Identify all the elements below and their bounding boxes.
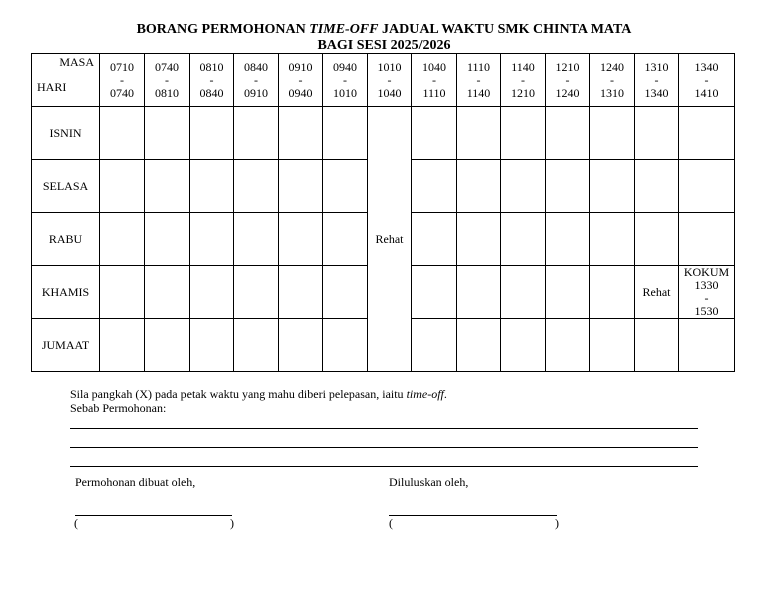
applicant-open-paren: ( [74,516,78,530]
timetable-grid [31,53,735,372]
slot-cell[interactable] [190,319,234,372]
time-slot-header: 0740 - 0810 [145,54,190,107]
slot-cell[interactable] [279,266,323,319]
slot-cell[interactable] [457,319,501,372]
slot-cell[interactable] [546,319,590,372]
slot-cell[interactable] [145,213,190,266]
day-label: KHAMIS [32,266,100,319]
slot-cell[interactable] [234,319,279,372]
slot-cell[interactable] [412,107,457,160]
slot-cell[interactable] [679,319,735,372]
time-slot-header: 1340 - 1410 [679,54,735,107]
day-label: ISNIN [32,107,100,160]
time-slot-header: 1110 - 1140 [457,54,501,107]
time-slot-header: 0840 - 0910 [234,54,279,107]
slot-cell[interactable] [635,213,679,266]
time-slot-header: 1240 - 1310 [590,54,635,107]
approver-close-paren: ) [555,516,559,530]
slot-cell[interactable] [190,213,234,266]
approver-label: Diluluskan oleh, [389,475,469,489]
slot-cell[interactable] [100,213,145,266]
slot-cell[interactable] [412,266,457,319]
slot-cell[interactable] [501,266,546,319]
slot-cell[interactable] [279,213,323,266]
kokum-cell: KOKUM 1330 - 1530 [679,266,735,319]
time-slot-header: 0810 - 0840 [190,54,234,107]
corner-cell [32,54,100,107]
slot-cell[interactable] [323,107,368,160]
applicant-signature-line[interactable] [75,515,232,516]
form-title-line1: BORANG PERMOHONAN TIME-OFF JADUAL WAKTU SMK CHINTA MATA [136,22,632,37]
reason-line-3[interactable] [70,466,698,467]
slot-cell[interactable] [679,213,735,266]
rehat-cell: Rehat [368,107,412,372]
form-title-line2: BAGI SESI 2025/2026 [317,38,451,53]
time-slot-header: 1010 - 1040 [368,54,412,107]
slot-cell[interactable] [100,107,145,160]
slot-cell[interactable] [546,213,590,266]
kokum-label: KOKUM [683,265,730,279]
day-label: SELASA [32,160,100,213]
slot-cell[interactable] [457,107,501,160]
slot-cell[interactable] [590,160,635,213]
approver-signature-line[interactable] [389,515,557,516]
slot-cell[interactable] [457,266,501,319]
slot-cell[interactable] [457,160,501,213]
slot-cell[interactable] [145,319,190,372]
slot-cell[interactable] [590,107,635,160]
hari-label: HARI [37,80,67,94]
slot-cell[interactable] [145,160,190,213]
slot-cell[interactable] [100,319,145,372]
applicant-label: Permohonan dibuat oleh, [75,475,196,489]
slot-cell[interactable] [501,160,546,213]
slot-cell[interactable] [279,319,323,372]
slot-cell[interactable] [457,213,501,266]
slot-cell[interactable] [323,213,368,266]
slot-cell[interactable] [590,319,635,372]
slot-cell[interactable] [546,266,590,319]
slot-cell[interactable] [190,160,234,213]
time-slot-header: 1140 - 1210 [501,54,546,107]
time-slot-header: 0940 - 1010 [323,54,368,107]
slot-cell[interactable] [323,160,368,213]
slot-cell[interactable] [145,266,190,319]
masa-label: MASA [59,55,94,69]
slot-cell[interactable] [234,266,279,319]
approver-open-paren: ( [389,516,393,530]
slot-cell[interactable] [412,319,457,372]
reason-line-1[interactable] [70,428,698,429]
day-label: JUMAAT [32,319,100,372]
time-slot-header: 1210 - 1240 [546,54,590,107]
slot-cell[interactable] [635,319,679,372]
day-row-isnin [32,107,735,160]
slot-cell[interactable] [590,213,635,266]
slot-cell[interactable] [279,107,323,160]
slot-cell[interactable] [546,107,590,160]
reason-label: Sebab Permohonan: [70,401,167,415]
slot-cell[interactable] [234,213,279,266]
slot-cell[interactable] [234,160,279,213]
reason-line-2[interactable] [70,447,698,448]
slot-cell[interactable] [100,160,145,213]
slot-cell[interactable] [501,213,546,266]
slot-cell[interactable] [145,107,190,160]
slot-cell[interactable] [234,107,279,160]
slot-cell[interactable] [323,319,368,372]
instruction-text: Sila pangkah (X) pada petak waktu yang mahu diberi pelepasan, iaitu time-off. [70,387,447,401]
slot-cell[interactable] [412,213,457,266]
form-title-italic: TIME-OFF [309,22,379,37]
slot-cell[interactable] [412,160,457,213]
time-slot-header: 0710 - 0740 [100,54,145,107]
slot-cell[interactable] [190,266,234,319]
slot-cell[interactable] [190,107,234,160]
time-slot-header: 1040 - 1110 [412,54,457,107]
header-row [32,54,735,107]
slot-cell[interactable] [501,319,546,372]
slot-cell[interactable] [679,107,735,160]
day-label: RABU [32,213,100,266]
time-slot-header: 0910 - 0940 [279,54,323,107]
slot-cell[interactable] [100,266,145,319]
slot-cell[interactable] [546,160,590,213]
slot-cell[interactable] [279,160,323,213]
slot-cell[interactable] [590,266,635,319]
slot-cell[interactable] [501,107,546,160]
slot-cell[interactable] [323,266,368,319]
slot-cell[interactable] [635,107,679,160]
slot-cell[interactable] [635,160,679,213]
time-slot-header: 1310 - 1340 [635,54,679,107]
slot-cell[interactable] [679,160,735,213]
applicant-close-paren: ) [230,516,234,530]
rehat-khamis-cell: Rehat [635,266,679,319]
